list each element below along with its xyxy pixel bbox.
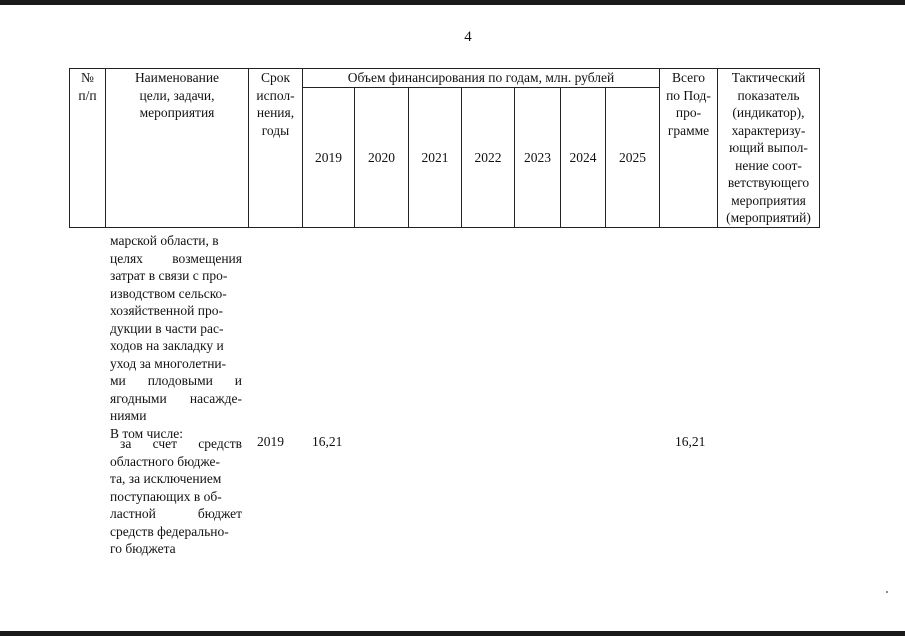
header-indicator-line5: ющий выпол- <box>729 140 808 155</box>
header-indicator-line6: нение соот- <box>735 157 802 173</box>
header-name-line2: цели, задачи, <box>139 87 215 103</box>
continuation-line: ходов на закладку и <box>110 338 224 353</box>
sub-item-line: ластной бюджет <box>110 506 242 521</box>
sub-item-value-2019: 16,21 <box>312 434 343 449</box>
header-total-line3: про- <box>675 105 702 120</box>
header-year-2021: 2021 <box>409 88 462 228</box>
continuation-line: изводством сельско- <box>110 285 227 301</box>
sub-item-term: 2019 <box>257 434 284 449</box>
header-name-line3: мероприятия <box>139 105 215 120</box>
header-name-line1: Наименование <box>134 70 220 85</box>
sub-item-total: 16,21 <box>675 434 706 449</box>
header-col-indicator <box>718 69 820 228</box>
header-year-2020: 2020 <box>355 88 409 228</box>
page-number: 4 <box>464 29 472 45</box>
header-term-line2: испол- <box>256 87 295 103</box>
sub-item-line: средств федерально- <box>110 523 229 539</box>
top-scan-border <box>0 0 905 5</box>
header-indicator-line1: Тактический <box>731 70 806 85</box>
header-indicator-line4: характеризу- <box>731 122 806 138</box>
header-funding-group: Объем финансирования по годам, млн. рублей <box>303 69 660 88</box>
header-indicator-line9: (мероприятий) <box>726 210 811 225</box>
continuation-line: марской области, в <box>110 233 219 248</box>
continuation-line: ми плодовыми и <box>110 373 242 388</box>
sub-item-line: за счет средств <box>120 436 242 451</box>
header-indicator-line3: (индикатор), <box>732 105 805 120</box>
header-total-line4: грамме <box>667 122 710 138</box>
funding-table-header <box>69 68 820 228</box>
continuation-line: затрат в связи с про- <box>110 268 228 283</box>
header-year-2022: 2022 <box>462 88 515 228</box>
sub-item-line: го бюджета <box>110 541 176 556</box>
sub-item-description <box>110 435 242 558</box>
continuation-line: хозяйственной про- <box>110 303 223 318</box>
sub-item-line: поступающих в об- <box>110 488 222 504</box>
sub-item-line: областного бюдже- <box>110 453 220 469</box>
header-col-number <box>70 69 106 228</box>
header-number-line1: № <box>81 70 94 85</box>
header-indicator-line8: мероприятия <box>731 192 806 208</box>
subheading: В том числе: <box>110 425 183 441</box>
header-year-2025: 2025 <box>606 88 660 228</box>
continuation-line: уход за многолетни- <box>110 355 227 371</box>
header-col-term <box>249 69 303 228</box>
continuation-line: ягодными насажде- <box>110 390 242 406</box>
header-indicator-line7: ветствующего <box>727 175 810 190</box>
header-year-2019: 2019 <box>303 88 355 228</box>
header-term-line3: нения, <box>256 105 295 120</box>
continuation-line: целях возмещения <box>110 250 242 266</box>
continuation-line: ниями <box>110 408 147 423</box>
bottom-scan-border <box>0 631 905 636</box>
scan-speck <box>886 591 888 593</box>
header-total-line1: Всего <box>671 70 706 85</box>
header-total-line2: по Под- <box>666 87 711 103</box>
header-col-name <box>106 69 249 228</box>
continuation-description <box>110 232 242 442</box>
header-col-total <box>660 69 718 228</box>
sub-item-line: та, за исключением <box>110 471 222 486</box>
header-number-line2: п/п <box>78 87 97 103</box>
header-indicator-line2: показатель <box>737 87 800 103</box>
header-term-line1: Срок <box>260 70 291 85</box>
header-year-2024: 2024 <box>561 88 606 228</box>
header-year-2023: 2023 <box>515 88 561 228</box>
header-term-line4: годы <box>261 122 290 138</box>
continuation-line: дукции в части рас- <box>110 320 224 336</box>
